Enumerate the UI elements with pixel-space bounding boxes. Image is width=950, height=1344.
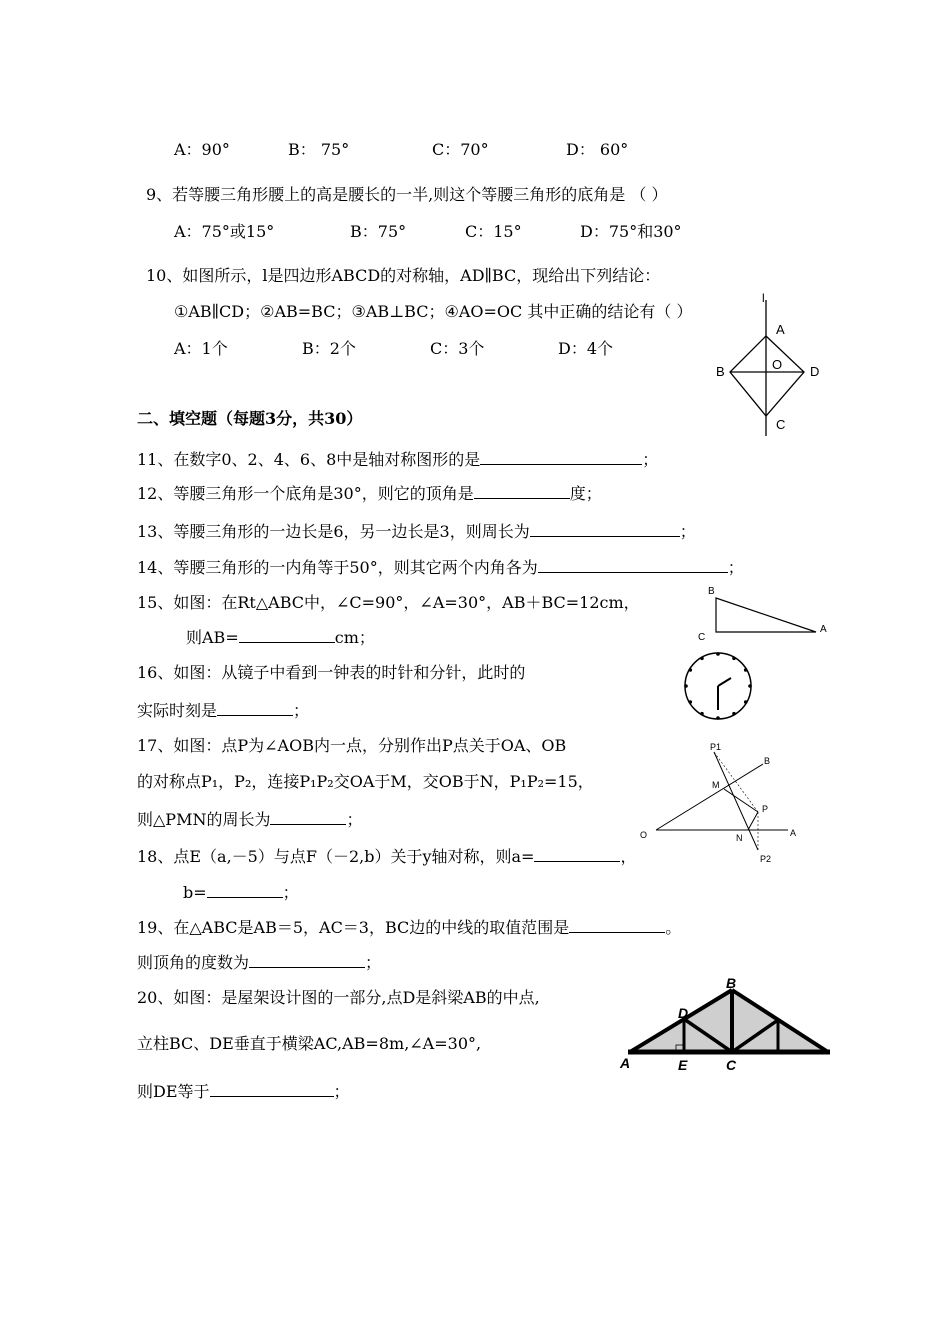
- label-c: C: [726, 1057, 737, 1073]
- label-a: A: [790, 828, 797, 838]
- section-title: 二、填空题（每题3分，共30）: [137, 409, 363, 428]
- q20-end: ；: [333, 1082, 350, 1101]
- q18-text-b: b=: [183, 883, 207, 902]
- q15-answer-blank[interactable]: [239, 626, 335, 643]
- q18-line2: [183, 881, 299, 903]
- label-e: E: [678, 1057, 688, 1073]
- q8-option-b: B： 75°: [288, 140, 350, 159]
- ray-ob: [656, 764, 763, 830]
- q10-option-b: B：2个: [302, 339, 356, 358]
- label-a: A: [776, 322, 785, 337]
- q13: [137, 520, 696, 542]
- q18-end: ；: [282, 883, 299, 902]
- q13-end: ；: [679, 522, 696, 541]
- q15-text: 则AB=: [186, 628, 239, 647]
- q19-answer2-blank[interactable]: [249, 951, 365, 968]
- q20-answer-blank[interactable]: [210, 1080, 334, 1097]
- q16-line2: [137, 699, 309, 721]
- q9-option-d: D：75°和30°: [580, 222, 682, 241]
- q20-line2: 立柱BC、DE垂直于横梁AC,AB=8m,∠A=30°,: [137, 1034, 482, 1053]
- q16-text: 实际时刻是: [137, 701, 218, 720]
- q19-text2: 则顶角的度数为: [137, 953, 250, 972]
- q14: [137, 556, 744, 578]
- label-p2: P2: [760, 854, 772, 864]
- label-l: l: [762, 291, 765, 305]
- q8-option-c: C：70°: [432, 140, 489, 159]
- q19-answer-blank[interactable]: [569, 916, 665, 933]
- q15-triangle-figure: [700, 584, 830, 644]
- label-a: A: [620, 1055, 631, 1071]
- q9-option-b: B：75°: [350, 222, 407, 241]
- q17-answer-blank[interactable]: [270, 808, 346, 825]
- q19-end2: ；: [365, 953, 382, 972]
- q13-text: 13、等腰三角形的一边长是6，另一边长是3，则周长为: [137, 522, 530, 541]
- q17-line1: 17、如图：点P为∠AOB内一点，分别作出P点关于OA、OB: [137, 736, 567, 755]
- label-n: N: [736, 833, 743, 843]
- q10-option-c: C：3个: [430, 339, 485, 358]
- q17-line3: [137, 808, 362, 830]
- q12-text: 12、等腰三角形一个底角是30°，则它的顶角是: [137, 484, 474, 503]
- q12: [137, 482, 602, 504]
- segment-pn: [748, 812, 758, 830]
- label-d: D: [678, 1005, 689, 1021]
- q18-line1: [137, 845, 636, 867]
- q17-line2: 的对称点P₁，P₂，连接P₁P₂交OA于M，交OB于N，P₁P₂=15，: [137, 772, 594, 791]
- q8-option-a: A：90°: [174, 140, 230, 159]
- q10-rhombus-figure: [716, 291, 820, 444]
- q16-line1: 16、如图：从镜子中看到一钟表的时针和分针，此时的: [137, 663, 526, 682]
- q9-option-a: A：75°或15°: [174, 222, 275, 241]
- label-o: O: [640, 830, 648, 840]
- label-c: C: [776, 417, 786, 432]
- label-d: D: [810, 364, 820, 379]
- q20-text: 则DE等于: [137, 1082, 210, 1101]
- q11-answer-blank[interactable]: [480, 448, 642, 465]
- q15-end: cm；: [334, 628, 375, 647]
- hour-hand: [718, 678, 731, 686]
- label-p1: P1: [710, 742, 722, 752]
- q11-text: 11、在数字0、2、4、6、8中是轴对称图形的是: [137, 450, 481, 469]
- label-b: B: [708, 586, 715, 597]
- segment-p-p1: [714, 752, 758, 812]
- label-p: P: [762, 804, 769, 814]
- q18-answer-a-blank[interactable]: [534, 845, 620, 862]
- q16-end: ；: [293, 701, 310, 720]
- q10-option-d: D：4个: [558, 339, 614, 358]
- label-b: B: [716, 364, 725, 379]
- rhombus-abcd: [730, 336, 804, 416]
- q15-line2: [186, 626, 375, 648]
- q17-angle-figure: [638, 740, 808, 870]
- q10-conclusions: ①AB∥CD；②AB=BC；③AB⊥BC；④AO=OC 其中正确的结论有（ ）: [174, 302, 693, 321]
- q16-clock-figure: [680, 648, 756, 724]
- segment-pm: [724, 789, 758, 812]
- q8-option-d: D： 60°: [566, 140, 629, 159]
- q19-text: 19、在△ABC是AB＝5，AC＝3，BC边的中线的取值范围是: [137, 918, 570, 937]
- label-m: M: [712, 780, 720, 790]
- q9-option-c: C：15°: [465, 222, 522, 241]
- q18-sep: ，: [620, 847, 637, 866]
- q19-end: 。: [665, 918, 682, 937]
- q12-answer-blank[interactable]: [474, 482, 570, 499]
- q17-text: 则△PMN的周长为: [137, 810, 271, 829]
- q17-end: ；: [346, 810, 363, 829]
- q18-answer-b-blank[interactable]: [207, 881, 283, 898]
- q20-truss-figure: [616, 976, 838, 1072]
- triangle-abc: [716, 598, 816, 632]
- label-a: A: [820, 624, 827, 635]
- q16-answer-blank[interactable]: [217, 699, 293, 716]
- q20-line3: [137, 1080, 350, 1102]
- q13-answer-blank[interactable]: [530, 520, 680, 537]
- q18-text: 18、点E（a,－5）与点F（－2,b）关于y轴对称，则a=: [137, 847, 535, 866]
- label-o: O: [772, 357, 783, 372]
- label-b: B: [726, 975, 737, 991]
- q14-answer-blank[interactable]: [538, 556, 728, 573]
- label-c: C: [698, 632, 706, 643]
- label-b: B: [764, 756, 771, 766]
- q11-end: ；: [642, 450, 659, 469]
- q14-end: ；: [727, 558, 744, 577]
- q14-text: 14、等腰三角形的一内角等于50°，则其它两个内角各为: [137, 558, 538, 577]
- q15-line1: 15、如图：在Rt△ABC中，∠C=90°，∠A=30°，AB＋BC=12cm，: [137, 593, 640, 612]
- q12-end: 度；: [569, 484, 602, 503]
- q19-line2: [137, 951, 381, 973]
- q11: [137, 448, 658, 470]
- q20-line1: 20、如图：是屋架设计图的一部分,点D是斜梁AB的中点,: [137, 988, 540, 1007]
- q19-line1: [137, 916, 681, 938]
- q9-stem: 9、若等腰三角形腰上的高是腰长的一半,则这个等腰三角形的底角是 （ ）: [146, 185, 668, 204]
- q10-stem: 10、如图所示，l是四边形ABCD的对称轴，AD∥BC，现给出下列结论：: [146, 266, 661, 285]
- truss-background: [630, 990, 828, 1052]
- q10-option-a: A：1个: [174, 339, 228, 358]
